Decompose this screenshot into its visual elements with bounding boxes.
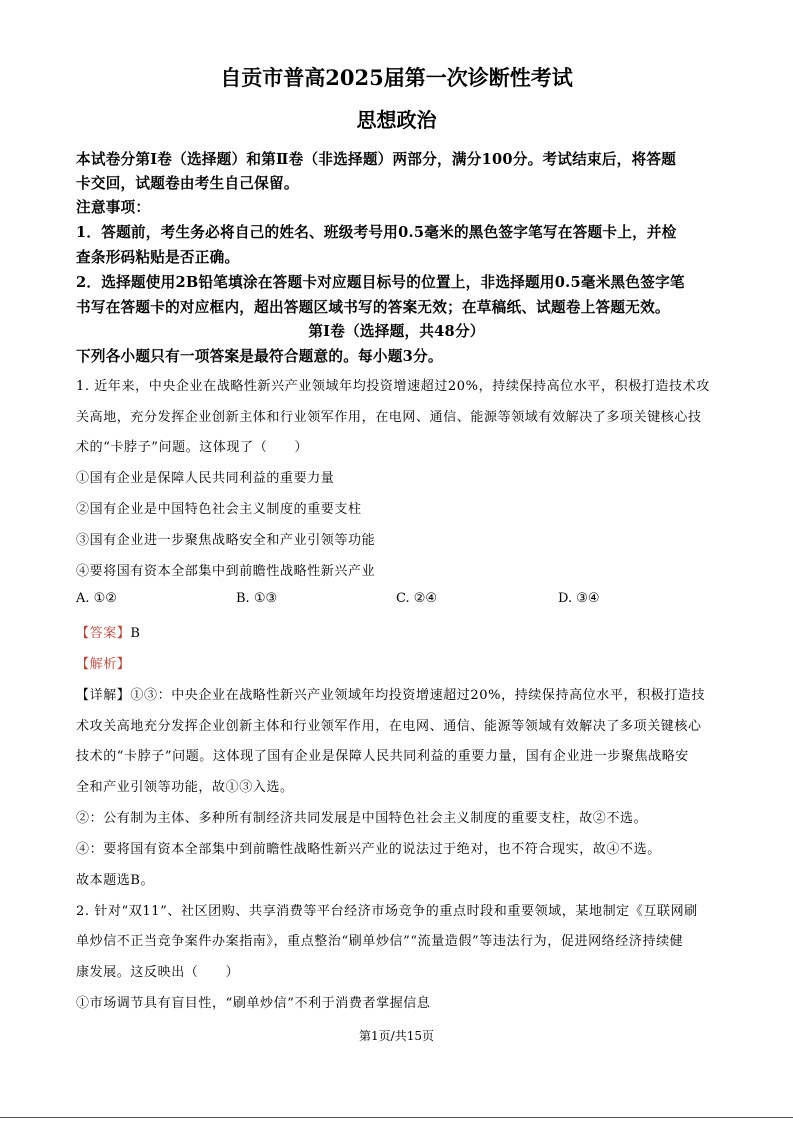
q1-conclusion: 故本题选B。 <box>76 873 155 888</box>
intro-line-1: 本试卷分第Ⅰ卷（选择题）和第Ⅱ卷（非选择题）两部分，满分100分。考试结束后，将答题 <box>76 151 677 168</box>
q1-detail-line-4: 全和产业引领等功能，故①③入选。 <box>76 780 294 795</box>
q2-stem-line-1: 2. 针对“双11”、社区团购、共享消费等平台经济市场竞争的重点时段和重要领域，某地制定《互联网刷 <box>76 904 698 919</box>
q1-option-d: D. ③④ <box>558 591 600 606</box>
q1-option-a: A. ①② <box>76 591 117 606</box>
section-direction: 下列各小题只有一项答案是最符合题意的。每小题3分。 <box>76 348 443 365</box>
analysis-tag: 【解析】 <box>76 657 131 672</box>
bottom-divider <box>0 1117 793 1118</box>
q1-statement-1: ①国有企业是保障人民共同利益的重要力量 <box>76 471 335 486</box>
q2-statement-1: ①市场调节具有盲目性，“刷单炒信”不利于消费者掌握信息 <box>76 996 431 1011</box>
page-footer: 第1页/共15页 <box>359 1029 434 1043</box>
notice-item-1-line-2: 查条形码粘贴是否正确。 <box>76 249 240 266</box>
q1-statement-2: ②国有企业是中国特色社会主义制度的重要支柱 <box>76 502 362 517</box>
q1-answer <box>76 622 141 641</box>
q1-statement-3: ③国有企业进一步聚焦战略安全和产业引领等功能 <box>76 533 376 548</box>
q1-detail-line-6: ④：要将国有资本全部集中到前瞻性战略性新兴产业的说法过于绝对，也不符合现实，故④不选。 <box>76 842 661 857</box>
q1-detail-line-1 <box>76 684 705 703</box>
q2-stem-line-2: 单炒信不正当竞争案件办案指南》，重点整治“刷单炒信”“流量造假”等违法行为，促进网络经济持续健 <box>76 934 684 949</box>
answer-tag: 【答案】 <box>76 626 131 641</box>
q1-detail-line-3: 技术的“卡脖子”问题。这体现了国有企业是保障人民共同利益的重要力量，国有企业进一步聚焦战略安 <box>76 749 689 764</box>
exam-title: 自贡市普高2025届第一次诊断性考试 <box>220 65 573 90</box>
detail-text: ①③：中央企业在战略性新兴产业领域年均投资增速超过20%，持续保持高位水平，积极打造技 <box>130 688 706 703</box>
q1-stem-line-2: 关高地，充分发挥企业创新主体和行业领军作用，在电网、通信、能源等领域有效解决了多项关键核心技 <box>76 410 702 425</box>
q1-option-c: C. ②④ <box>396 591 438 606</box>
notice-item-2-line-2: 书写在答题卡的对应框内，超出答题区域书写的答案无效；在草稿纸、试题卷上答题无效。 <box>76 299 670 316</box>
q1-detail-line-5: ②：公有制为主体、多种所有制经济共同发展是中国特色社会主义制度的重要支柱，故②不选。 <box>76 811 648 826</box>
q2-stem-line-3: 康发展。这反映出（ ） <box>76 965 240 980</box>
q1-stem-line-1: 1. 近年来，中央企业在战略性新兴产业领域年均投资增速超过20%，持续保持高位水平，积极打造技术攻 <box>76 379 710 394</box>
subject-title: 思想政治 <box>356 108 437 132</box>
q1-stem-line-3: 术的“卡脖子”问题。这体现了（ ） <box>76 440 309 455</box>
notice-title: 注意事项： <box>76 199 151 216</box>
q1-detail-line-2: 术攻关高地充分发挥企业创新主体和行业领军作用，在电网、通信、能源等领域有效解决了多项关键核心 <box>76 719 702 734</box>
answer-value: B <box>130 626 141 641</box>
detail-tag: 【详解】 <box>76 688 131 703</box>
notice-item-2-line-1: 2．选择题使用2B铅笔填涂在答题卡对应题目标号的位置上，非选择题用0.5毫米黑色签字笔 <box>76 274 685 291</box>
q1-option-b: B. ①③ <box>236 591 278 606</box>
notice-item-1-line-1: 1．答题前，考生务必将自己的姓名、班级考号用0.5毫米的黑色签字笔写在答题卡上，并检 <box>76 224 677 241</box>
intro-line-2: 卡交回，试题卷由考生自己保留。 <box>76 175 299 192</box>
section-title: 第Ⅰ卷（选择题，共48分） <box>308 323 485 340</box>
q1-statement-4: ④要将国有资本全部集中到前瞻性战略性新兴产业 <box>76 564 376 579</box>
